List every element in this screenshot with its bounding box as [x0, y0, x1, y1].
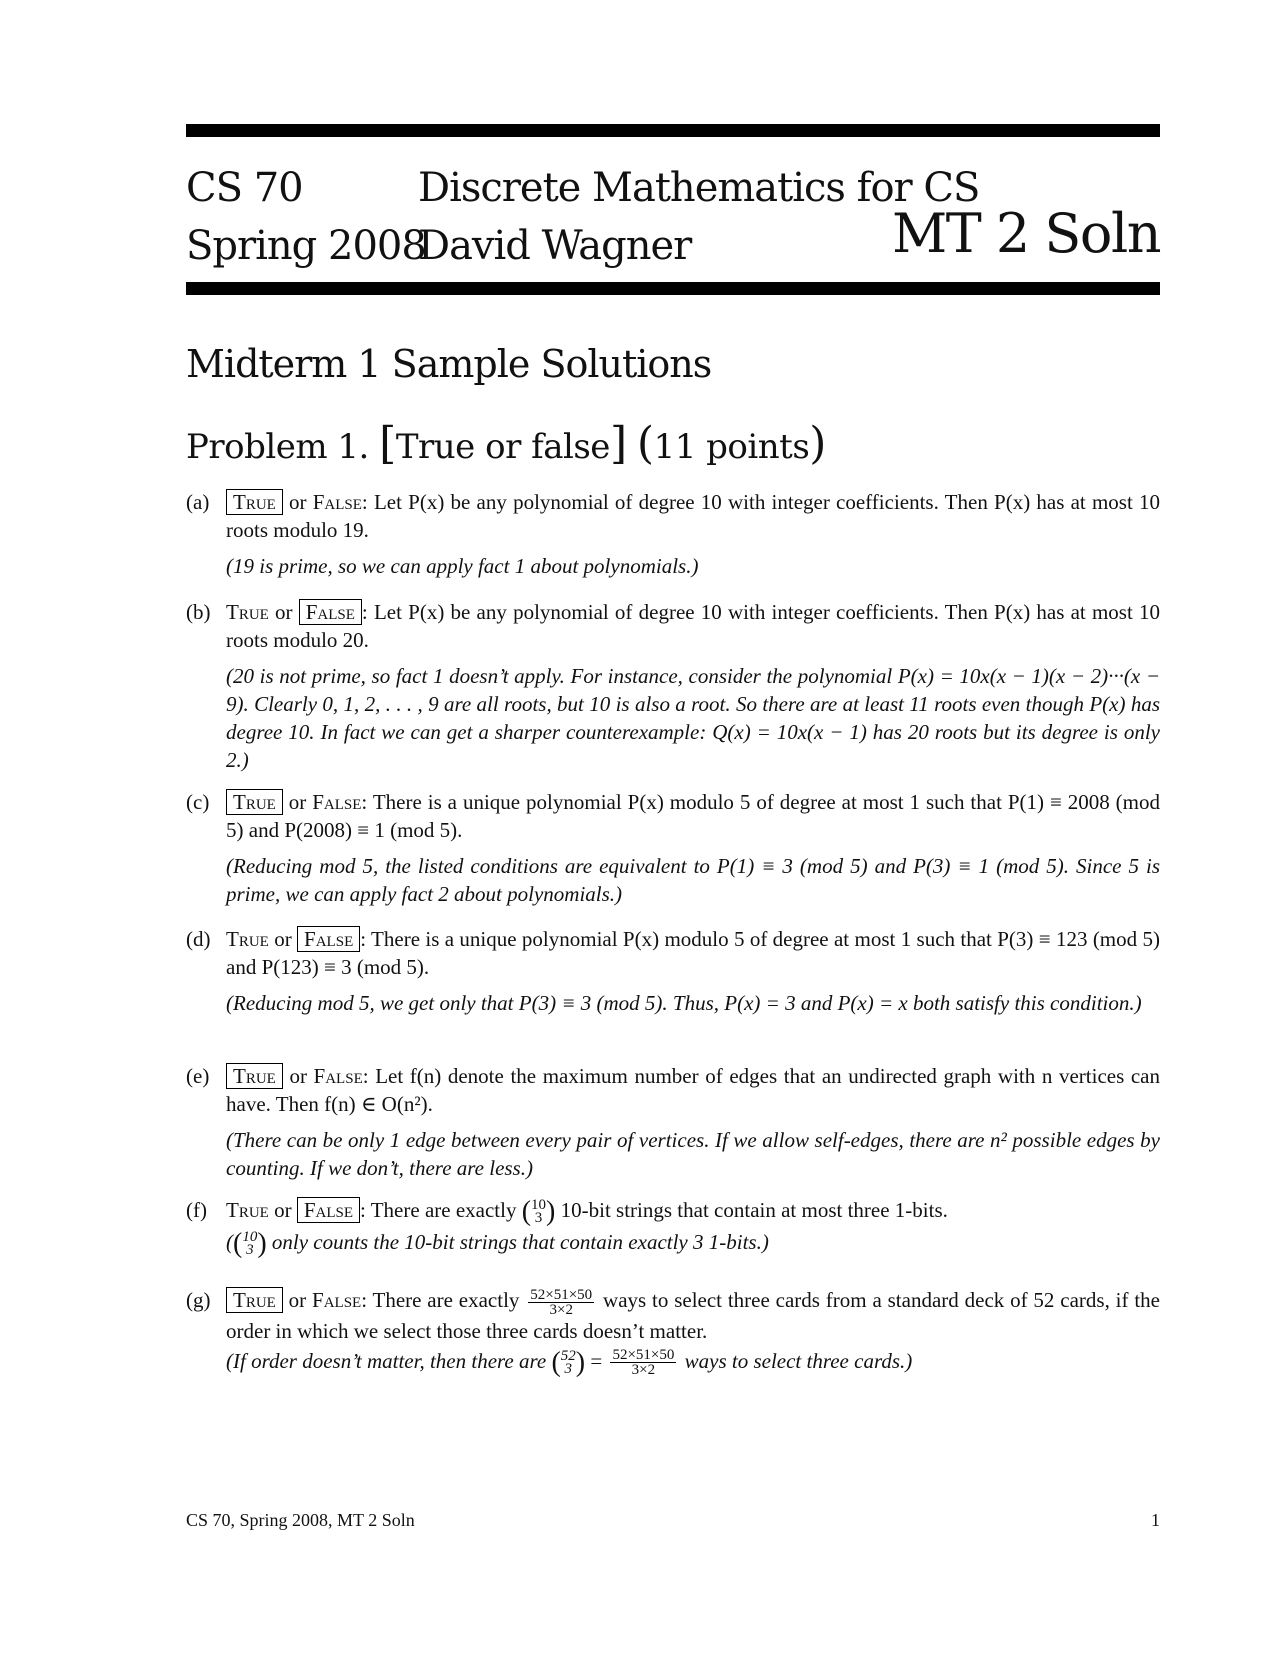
question-a: (a) True or False: Let P(x) be any polynomial of degree 10 with integer coefficients. Then P(x) has at most 10 roots modulo 19. (19 is prime, so we can apply fact 1 about polynomials.)	[186, 490, 1160, 578]
question-label: (d)	[186, 927, 211, 951]
solution-text: (If order doesn’t matter, then there are ( 52 3 ) = $\frac{52\times 51\times 50}{3\times 2}$ ways to select three cards.)	[226, 1346, 913, 1379]
question-text: There is a unique polynomial P(x) modulo 5 of degree at most 1 such that P(3) ≡ 123 (mod 5) and P(123) ≡ 3 (mod 5).	[226, 927, 1160, 979]
answer-true-boxed: True	[226, 1287, 283, 1313]
course-title: Discrete Mathematics for CS	[418, 165, 980, 211]
question-text: There is a unique polynomial P(x) modulo 5 of degree at most 1 such that P(1) ≡ 2008 (mod 5) and P(2008) ≡ 1 (mod 5).	[226, 790, 1161, 842]
course-code: CS 70	[186, 165, 303, 211]
problem-points: 11 points	[653, 427, 810, 467]
binomial-coefficient: 10 3	[531, 1197, 547, 1227]
option-false: False	[312, 1288, 362, 1312]
answer-true-boxed: True	[226, 789, 283, 815]
solution-text: (20 is not prime, so fact 1 doesn’t apply. For instance, consider the polynomial P(x) = 10x(x − 1)(x − 2)···(x − 9). Clearly 0, 1, 2, . . . , 9 are all roots, but 10 is also a root. So there are at least 11 roots even though P(x) has degree 10. In fact we can get a sharper counterexample: Q(x) = 10x(x − 1) has 20 roots but its degree is only 2.)	[226, 664, 1160, 772]
question-label: (e)	[186, 1064, 210, 1088]
problem-title: Problem 1. [True or false] (11 points)	[186, 418, 826, 469]
page-title: Midterm 1 Sample Solutions	[186, 342, 712, 386]
problem-number: Problem 1.	[186, 427, 369, 467]
question-e: (e) True or False: Let f(n) denote the maximum number of edges that an undirected graph with n vertices can have. Then f(n) ∈ O(n²). (There can be only 1 edge between every pair of vertices. If we allow self-edges, there are n² possible edges by counting. If we don’t, there are less.)	[186, 1064, 1161, 1180]
solution-text: (( 10 3 ) only counts the 10-bit strings that contain exactly 3 1-bits.)	[226, 1228, 769, 1260]
question-text: Let P(x) be any polynomial of degree 10 with integer coefficients. Then P(x) has at most 10 roots modulo 19.	[226, 490, 1160, 542]
question-label: (g)	[186, 1288, 211, 1312]
problem-topic: True or false	[395, 427, 610, 467]
question-label: (f)	[186, 1198, 207, 1222]
header-top-rule	[186, 124, 1160, 137]
doc-label: MT 2 Soln	[891, 202, 1160, 265]
page-number: 1	[1151, 1510, 1160, 1530]
question-b: (b) True or False : Let P(x) be any polynomial of degree 10 with integer coefficients. Then P(x) has at most 10 roots modulo 20. (20 is not prime, so fact 1 doesn’t apply. For instance, consider the polynomial P(x) = 10x(x − 1)(x − 2)···(x − 9). Clearly 0, 1, 2, . . . , 9 are all roots, but 10 is also a root. So there are at least 11 roots even though P(x) has degree 10. In fact we can get a sharper counterexample: Q(x) = 10x(x − 1) has 20 roots but its degree is only 2.)	[186, 600, 1160, 772]
question-label: (a)	[186, 490, 210, 514]
option-true: True	[226, 927, 269, 951]
footer-left: CS 70, Spring 2008, MT 2 Soln	[186, 1510, 415, 1530]
answer-false-boxed: False	[297, 926, 360, 952]
solution-text: (19 is prime, so we can apply fact 1 about polynomials.)	[226, 554, 699, 578]
fraction: $\frac{52\times 51\times 50}{3\times 2}$	[530, 1286, 593, 1318]
option-false: False	[312, 790, 362, 814]
solution-text: (Reducing mod 5, we get only that P(3) ≡ 3 (mod 5). Thus, P(x) = 3 and P(x) = x both satisfy this condition.)	[226, 991, 1142, 1015]
option-true: True	[226, 1198, 269, 1222]
question-label: (b)	[186, 600, 211, 624]
answer-false-boxed: False	[297, 1197, 360, 1223]
question-text: Let P(x) be any polynomial of degree 10 with integer coefficients. Then P(x) has at most 10 roots modulo 20.	[226, 600, 1160, 652]
answer-true-boxed: True	[226, 1063, 283, 1089]
option-false: False	[313, 1064, 363, 1088]
instructor-name: David Wagner	[418, 223, 692, 269]
option-false: False	[312, 490, 362, 514]
answer-true-boxed: True	[226, 489, 283, 515]
answer-false-boxed: False	[299, 599, 362, 625]
course-term: Spring 2008	[186, 223, 426, 269]
question-c: (c) True or False: There is a unique polynomial P(x) modulo 5 of degree at most 1 such that P(1) ≡ 2008 (mod 5) and P(2008) ≡ 1 (mod 5). (Reducing mod 5, the listed conditions are equivalent to P(1) ≡ 3 (mod 5) and P(3) ≡ 1 (mod 5). Since 5 is prime, we can apply fact 2 about polynomials.)	[186, 790, 1161, 906]
solution-text: (There can be only 1 edge between every pair of vertices. If we allow self-edges, there are n² possible edges by counting. If we don’t, there are less.)	[226, 1128, 1160, 1180]
question-text: Let f(n) denote the maximum number of edges that an undirected graph with n vertices can have. Then f(n) ∈ O(n²).	[226, 1064, 1161, 1116]
question-f: (f) True or False : There are exactly ( 10 3 ) 10-bit strings that contain at most three 1-bits. (( 10 3 ) only counts the 10-bit strings that contain exactly 3 1-bits.)	[186, 1196, 1160, 1258]
question-d: (d) True or False : There is a unique polynomial P(x) modulo 5 of degree at most 1 such that P(3) ≡ 123 (mod 5) and P(123) ≡ 3 (mod 5). (Reducing mod 5, we get only that P(3) ≡ 3 (mod 5). Thus, P(x) = 3 and P(x) = x both satisfy this condition.)	[186, 927, 1160, 1015]
header-bottom-rule	[186, 282, 1160, 295]
question-label: (c)	[186, 790, 210, 814]
solution-text: (Reducing mod 5, the listed conditions are equivalent to P(1) ≡ 3 (mod 5) and P(3) ≡ 1 (mod 5). Since 5 is prime, we can apply fact 2 about polynomials.)	[226, 854, 1160, 906]
option-true: True	[226, 600, 269, 624]
question-g: (g) True or False: There are exactly $\frac{52\times 51\times 50}{3\times 2}$ ways to select three cards from a standard deck of 52 cards, if the order in which we select those three cards doesn’t matter. (If order doesn’t matter, then there are ( 52 3 ) = $\frac{52\times 51\times 50}{3\times 2}$ ways to select three cards.)	[186, 1286, 1161, 1379]
